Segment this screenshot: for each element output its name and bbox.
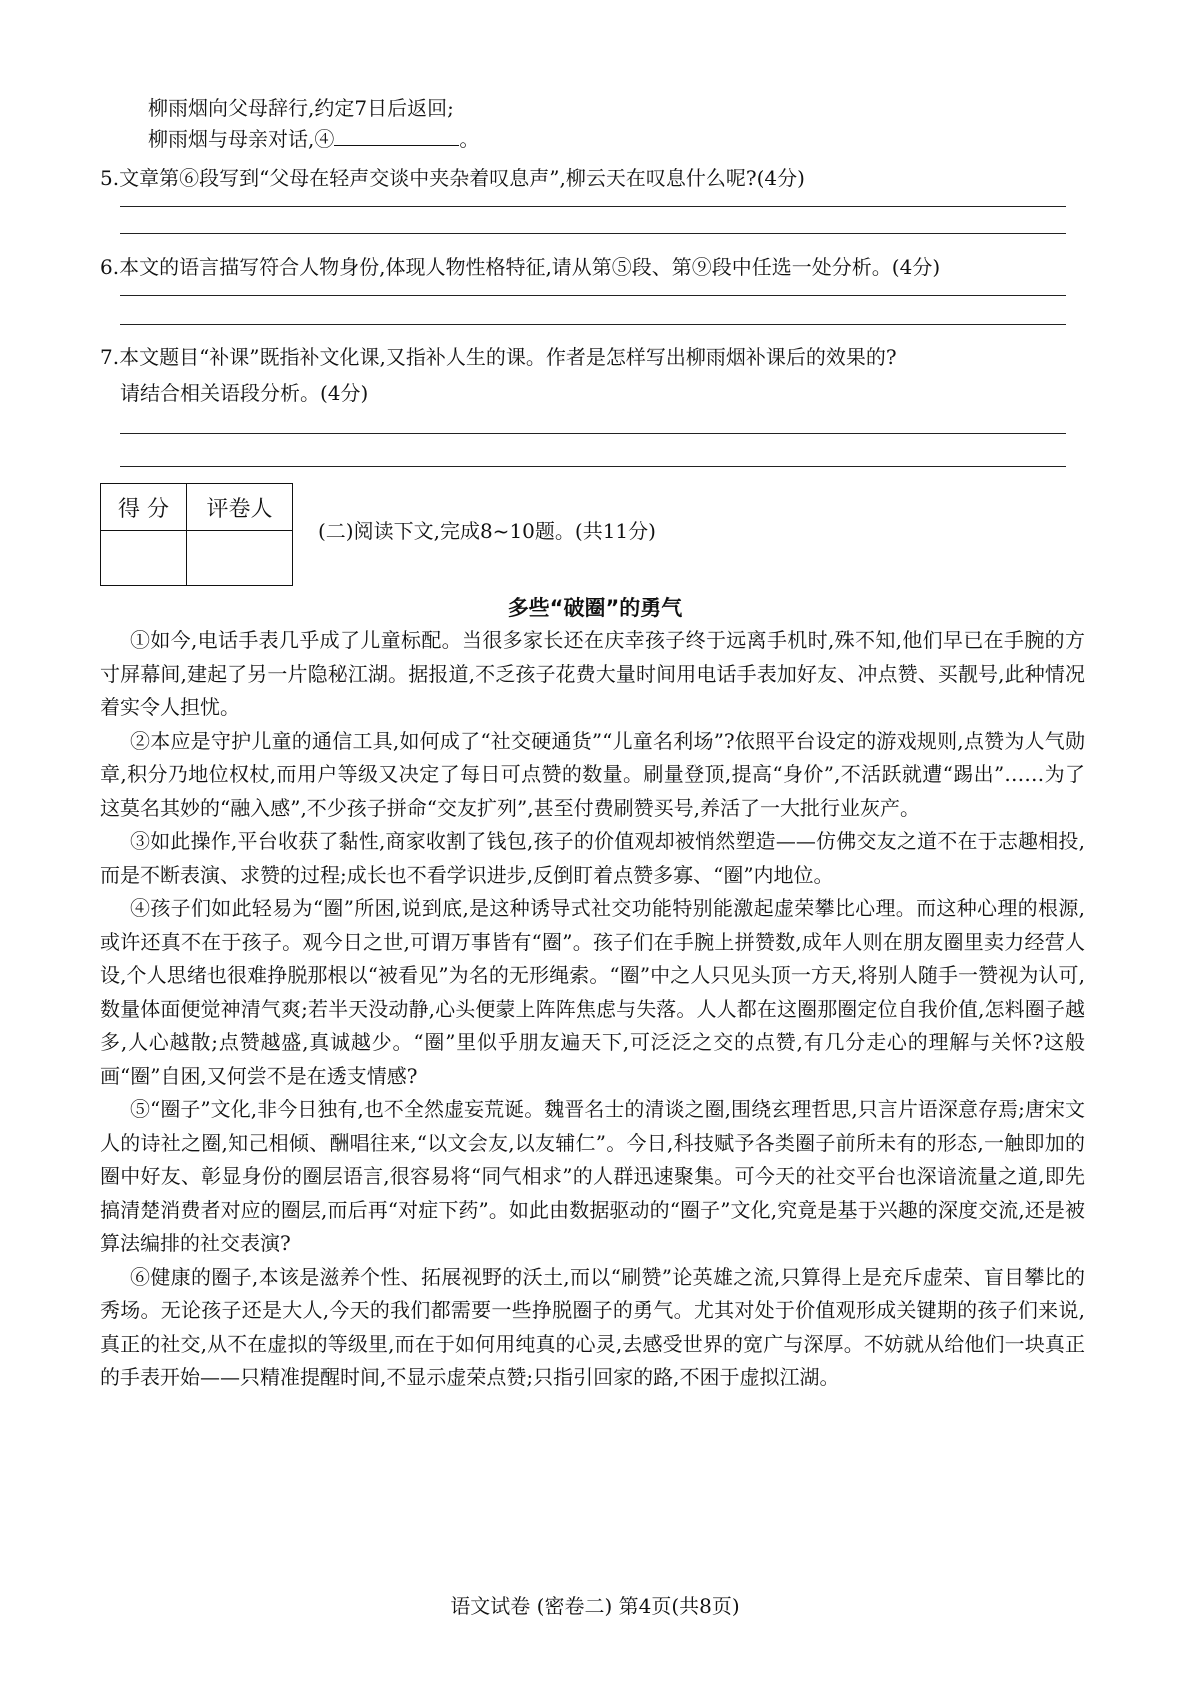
paragraph-6: ⑥健康的圈子,本该是滋养个性、拓展视野的沃土,而以“刷赞”论英雄之流,只算得上是充斥虚荣、盲目攀比的秀场。无论孩子还是大人,今天的我们都需要一些挣脱圈子的勇气。尤其对处于价值观形成关键期的孩子们来说,真正的社交,从不在虚拟的等级里,而在于如何用纯真的心灵,去感受世界的宽广与深厚。不妨就从给他们一块真正的手表开始——只精准提醒时间,不显示虚荣点赞;只指引回家的路,不困于虚拟江湖。 [100,1264,1085,1389]
paragraph-2: ②本应是守护儿童的通信工具,如何成了“社交硬通货”“儿童名利场”?依照平台设定的游戏规则,点赞为人气勋章,积分乃地位权杖,而用户等级又决定了每日可点赞的数量。刷量登顶,提高“身价”,不活跃就遭“踢出”……为了这莫名其妙的“融入感”,不少孩子拼命“交友扩列”,甚至付费刷赞买号,养活了一大批行业灰产。 [100,728,1085,820]
carryover-item-4-suffix: 。 [459,127,480,151]
article-body [100,624,1085,1395]
question-6: 6.本文的语言描写符合人物身份,体现人物性格特征,请从第⑤段、第⑨段中任选一处分析。(4分) [100,255,941,279]
answer-line[interactable] [120,324,1066,325]
paragraph-4: ④孩子们如此轻易为“圈”所困,说到底,是这种诱导式社交功能特别能激起虚荣攀比心理。而这种心理的根源,或许还真不在于孩子。观今日之世,可谓万事皆有“圈”。孩子们在手腕上拼赞数,成年人则在朋友圈里卖力经营人设,个人思绪也很难挣脱那根以“被看见”为名的无形绳索。“圈”中之人只见头顶一方天,将别人随手一赞视为认可,数量体面便觉神清气爽;若半天没动静,心头便蒙上阵阵焦虑与失落。人人都在这圈那圈定位自我价值,怎料圈子越多,人心越散;点赞越盛,真诚越少。“圈”里似乎朋友遍天下,可泛泛之交的点赞,有几分走心的理解与关怀?这般画“圈”自困,又何尝不是在透支情感? [100,896,1085,1088]
answer-line[interactable] [120,233,1066,234]
paragraph-1: ①如今,电话手表几乎成了儿童标配。当很多家长还在庆幸孩子终于远离手机时,殊不知,他们早已在手腕的方寸屏幕间,建起了另一片隐秘江湖。据报道,不乏孩子花费大量时间用电话手表加好友、冲点赞、买靓号,此种情况着实令人担忧。 [100,628,1085,719]
paragraph-5: ⑤“圈子”文化,非今日独有,也不全然虚妄荒诞。魏晋名士的清谈之圈,围绕玄理哲思,只言片语深意存焉;唐宋文人的诗社之圈,知己相倾、酬唱往来,“以文会友,以友辅仁”。今日,科技赋予各类圈子前所未有的形态,一触即加的圈中好友、彰显身份的圈层语言,很容易将“同气相求”的人群迅速聚集。可今天的社交平台也深谙流量之道,即先搞清楚消费者对应的圈层,而后再“对症下药”。如此由数据驱动的“圈子”文化,究竟是基于兴趣的深度交流,还是被算法编排的社交表演? [100,1097,1085,1255]
question-7: 7.本文题目“补课”既指补文化课,又指补人生的课。作者是怎样写出柳雨烟补课后的效果的? [100,345,897,369]
page-footer: 语文试卷 (密卷二) 第4页(共8页) [450,1594,740,1618]
carryover-item-4 [148,127,479,151]
answer-blank-4[interactable] [334,127,459,146]
score-table [100,483,293,586]
score-cell[interactable] [101,531,187,586]
section-instruction: (二)阅读下文,完成8~10题。(共11分) [318,519,656,543]
carryover-item-3: 柳雨烟向父母辞行,约定7日后返回; [148,96,454,120]
grader-header: 评卷人 [187,484,293,531]
question-7-cont: 请结合相关语段分析。(4分) [120,381,369,405]
answer-line[interactable] [120,206,1066,207]
grader-cell[interactable] [187,531,293,586]
answer-line[interactable] [120,433,1066,434]
article-title: 多些“破圈”的勇气 [507,596,683,620]
paragraph-3: ③如此操作,平台收获了黏性,商家收割了钱包,孩子的价值观却被悄然塑造——仿佛交友之道不在于志趣相投,而是不断表演、求赞的过程;成长也不看学识进步,反倒盯着点赞多寡、“圈”内地位。 [100,829,1085,887]
answer-line[interactable] [120,466,1066,467]
carryover-item-4-prefix: 柳雨烟与母亲对话,④ [148,127,335,151]
question-5: 5.文章第⑥段写到“父母在轻声交谈中夹杂着叹息声”,柳云天在叹息什么呢?(4分) [100,166,805,190]
score-header: 得 分 [101,484,187,531]
answer-line[interactable] [120,295,1066,296]
